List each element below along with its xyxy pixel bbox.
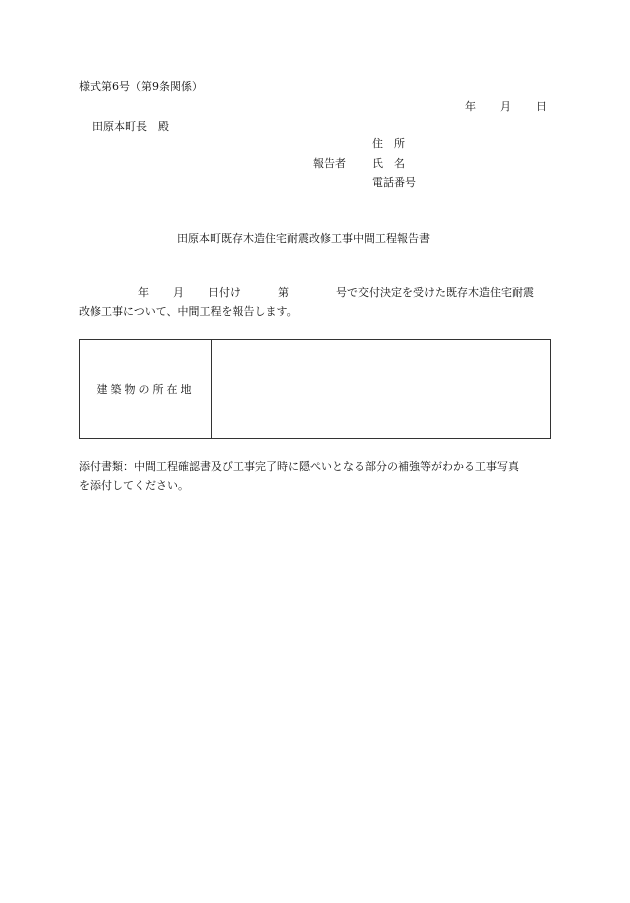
body-text-line1: 号で交付決定を受けた既存木造住宅耐震 <box>336 286 534 299</box>
body-month-label: 月 <box>173 286 184 299</box>
attachment-note-line1: 添付書類：中間工程確認書及び工事完了時に隠ぺいとなる部分の補強等がわかる工事写真 <box>79 460 519 473</box>
location-label: 建築物の所在地 <box>80 340 212 439</box>
location-value-field[interactable] <box>212 340 551 439</box>
reporter-phone-label: 電話番号 <box>372 176 416 189</box>
date-year-label: 年 <box>465 100 476 113</box>
date-month-label: 月 <box>500 100 511 113</box>
reporter-name-label: 氏 名 <box>372 157 405 170</box>
date-day-label: 日 <box>536 100 547 113</box>
form-number: 様式第6号（第9条関係） <box>79 80 203 93</box>
reporter-label: 報告者 <box>313 157 346 170</box>
reporter-address-label: 住 所 <box>372 137 405 150</box>
document-title: 田原本町既存木造住宅耐震改修工事中間工程報告書 <box>177 232 430 245</box>
body-number-prefix: 第 <box>278 286 289 299</box>
body-year-label: 年 <box>138 286 149 299</box>
body-text-line2: 改修工事について、中間工程を報告します。 <box>79 305 298 318</box>
body-date-suffix: 日付け <box>208 286 241 299</box>
addressee: 田原本町長 殿 <box>92 120 169 133</box>
location-table <box>79 339 551 439</box>
attachment-note-line2: を添付してください。 <box>79 479 189 492</box>
table-row <box>80 340 551 439</box>
